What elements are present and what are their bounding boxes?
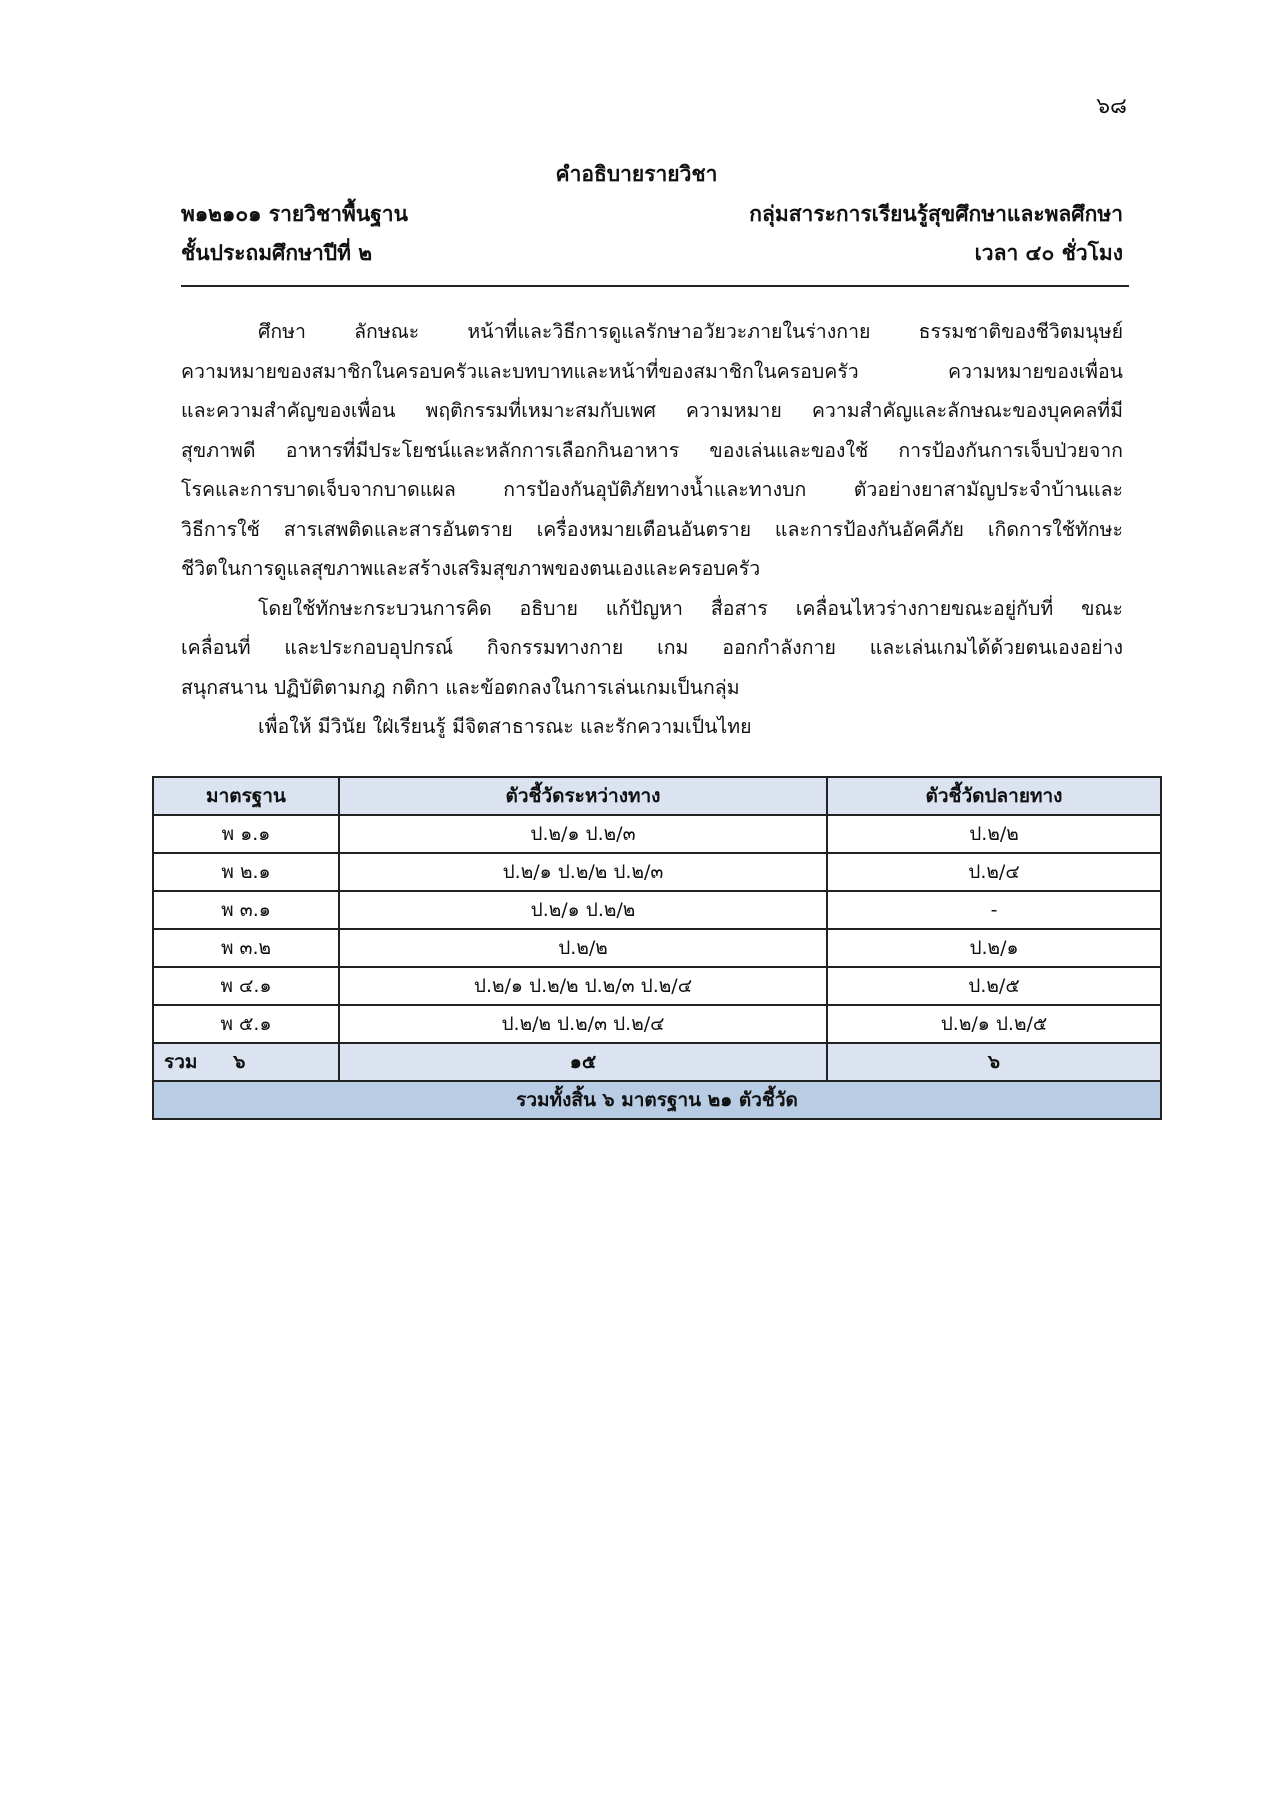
final-cell: ป.๒/๑ bbox=[827, 929, 1161, 967]
grade-level: ชั้นประถมศึกษาปีที่ ๒ bbox=[181, 241, 373, 265]
description-line: โดยใช้ทักษะกระบวนการคิด อธิบาย แก้ปัญหา สื่อสาร เคลื่อนไหวร่างกายขณะอยู่กับที่ ขณะ bbox=[258, 596, 1123, 620]
table-row bbox=[153, 1005, 1161, 1043]
course-description bbox=[181, 312, 1123, 747]
description-line: เพื่อให้ มีวินัย ใฝ่เรียนรู้ มีจิตสาธารณะ และรักความเป็นไทย bbox=[258, 715, 752, 738]
indicator-table bbox=[152, 776, 1162, 1120]
page-number: ๖๘ bbox=[1096, 94, 1127, 119]
header-final-indicators: ตัวชี้วัดปลายทาง bbox=[827, 777, 1161, 815]
summary-interim-count: ๑๕ bbox=[339, 1043, 827, 1081]
page-title: คำอธิบายรายวิชา bbox=[555, 162, 718, 186]
summary-standards-count: ๖ bbox=[233, 1051, 246, 1073]
table-header-row bbox=[153, 777, 1161, 815]
final-cell: ป.๒/๔ bbox=[827, 853, 1161, 891]
standard-cell: พ ๓.๑ bbox=[153, 891, 339, 929]
summary-standards-cell bbox=[153, 1043, 339, 1081]
standard-cell: พ ๓.๒ bbox=[153, 929, 339, 967]
final-cell: ป.๒/๕ bbox=[827, 967, 1161, 1005]
description-line: สนุกสนาน ปฏิบัติตามกฎ กติกา และข้อตกลงในการเล่นเกมเป็นกลุ่ม bbox=[181, 675, 740, 699]
description-line: สุขภาพดี อาหารที่มีประโยชน์และหลักการเลือกกินอาหาร ของเล่นและของใช้ การป้องกันการเจ็บป่วยจาก bbox=[181, 438, 1123, 462]
description-line: เคลื่อนที่ และประกอบอุปกรณ์ กิจกรรมทางกาย เกม ออกกำลังกาย และเล่นเกมได้ด้วยตนเองอย่าง bbox=[181, 636, 1123, 659]
description-line: วิธีการใช้ สารเสพติดและสารอันตราย เครื่องหมายเตือนอันตราย และการป้องกันอัคคีภัย เกิดการใช้ทักษะ bbox=[181, 517, 1123, 541]
table-row bbox=[153, 815, 1161, 853]
table-row bbox=[153, 853, 1161, 891]
header-interim-indicators: ตัวชี้วัดระหว่างทาง bbox=[339, 777, 827, 815]
interim-cell: ป.๒/๑ ป.๒/๓ bbox=[339, 815, 827, 853]
interim-cell: ป.๒/๑ ป.๒/๒ bbox=[339, 891, 827, 929]
description-line: ศึกษา ลักษณะ หน้าที่และวิธีการดูแลรักษาอวัยวะภายในร่างกาย ธรรมชาติของชีวิตมนุษย์ bbox=[258, 320, 1123, 343]
description-line: ความหมายของสมาชิกในครอบครัวและบทบาทและหน้าที่ของสมาชิกในครอบครัว ความหมายของเพื่อน bbox=[181, 359, 1123, 383]
description-line: ชีวิตในการดูแลสุขภาพและสร้างเสริมสุขภาพของตนเองและครอบครัว bbox=[181, 557, 761, 580]
course-hours: เวลา ๔๐ ชั่วโมง bbox=[974, 241, 1123, 265]
table-row bbox=[153, 929, 1161, 967]
summary-final-count: ๖ bbox=[827, 1043, 1161, 1081]
description-line: และความสำคัญของเพื่อน พฤติกรรมที่เหมาะสมกับเพศ ความหมาย ความสำคัญและลักษณะของบุคคลที่มี bbox=[181, 399, 1123, 422]
standard-cell: พ ๑.๑ bbox=[153, 815, 339, 853]
final-cell: ป.๒/๒ bbox=[827, 815, 1161, 853]
final-cell: - bbox=[827, 891, 1161, 929]
interim-cell: ป.๒/๒ ป.๒/๓ ป.๒/๔ bbox=[339, 1005, 827, 1043]
course-code-name: พ๑๒๑๐๑ รายวิชาพื้นฐาน bbox=[181, 202, 408, 226]
header-standard: มาตรฐาน bbox=[153, 777, 339, 815]
header-row-1 bbox=[181, 198, 1123, 231]
interim-cell: ป.๒/๒ bbox=[339, 929, 827, 967]
header-row-2 bbox=[181, 237, 1123, 270]
summary-label: รวม bbox=[164, 1051, 198, 1073]
standard-cell: พ ๕.๑ bbox=[153, 1005, 339, 1043]
learning-area: กลุ่มสาระการเรียนรู้สุขศึกษาและพลศึกษา bbox=[749, 202, 1123, 226]
interim-cell: ป.๒/๑ ป.๒/๒ ป.๒/๓ bbox=[339, 853, 827, 891]
grand-total-row bbox=[153, 1081, 1161, 1119]
description-line: โรคและการบาดเจ็บจากบาดแผล การป้องกันอุบัติภัยทางน้ำและทางบก ตัวอย่างยาสามัญประจำบ้านและ bbox=[181, 478, 1123, 501]
header-divider bbox=[181, 285, 1129, 287]
summary-row bbox=[153, 1043, 1161, 1081]
grand-total: รวมทั้งสิ้น ๖ มาตรฐาน ๒๑ ตัวชี้วัด bbox=[153, 1081, 1161, 1119]
table-row bbox=[153, 967, 1161, 1005]
final-cell: ป.๒/๑ ป.๒/๕ bbox=[827, 1005, 1161, 1043]
table-row bbox=[153, 891, 1161, 929]
interim-cell: ป.๒/๑ ป.๒/๒ ป.๒/๓ ป.๒/๔ bbox=[339, 967, 827, 1005]
standard-cell: พ ๔.๑ bbox=[153, 967, 339, 1005]
standard-cell: พ ๒.๑ bbox=[153, 853, 339, 891]
